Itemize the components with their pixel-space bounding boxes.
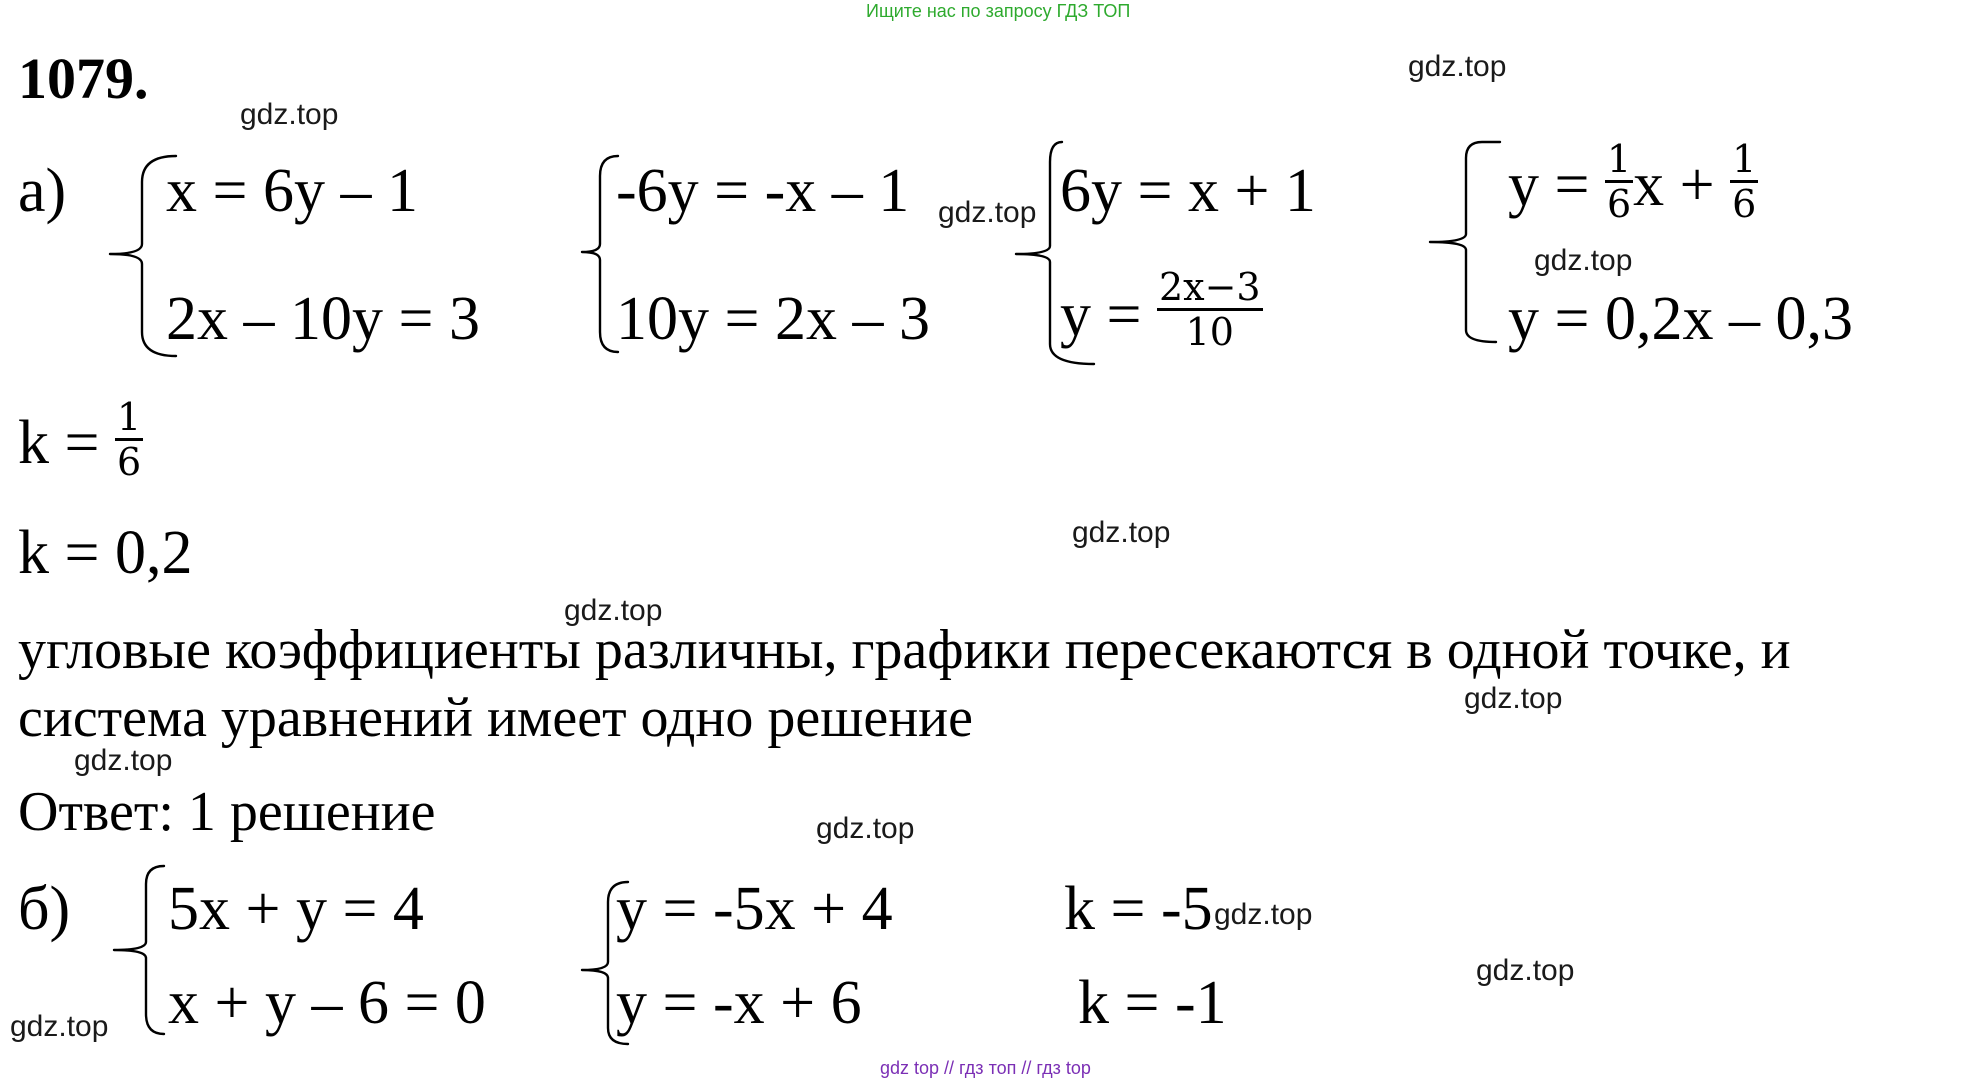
fraction-denominator: 6 [1606,181,1632,226]
watermark: gdz.top [1534,244,1633,277]
search-hint-link[interactable]: Ищите нас по запросу ГДЗ ТОП [866,1,1131,21]
part-b-system1-eq2: x + y – 6 = 0 [168,969,486,1037]
part-b-system2-eq1: y = -5x + 4 [616,875,893,943]
part-a-k1 [18,395,143,484]
brace-icon [110,862,166,1040]
fraction [1605,137,1633,226]
part-a-system2-eq1: -6y = -x – 1 [616,157,910,225]
watermark: gdz.top [1072,516,1171,549]
fraction-denominator: 6 [116,439,142,484]
watermark: gdz.top [938,196,1037,229]
problem-number: 1079. [18,46,149,111]
fraction-denominator: 6 [1732,181,1757,226]
watermark: gdz.top [1464,682,1563,715]
brace-icon [1426,138,1506,346]
fraction [115,395,143,484]
part-a-system4-eq1-mid: x + [1633,150,1731,219]
watermark: gdz.top [240,98,339,131]
watermark: gdz.top [74,744,173,777]
watermark: gdz.top [1476,954,1575,987]
brace-icon [580,152,620,356]
part-b-label: б) [18,875,71,943]
fraction [1730,137,1758,226]
part-b-k2: k = -1 [1078,969,1227,1037]
part-a-system2-eq2: 10y = 2x – 3 [616,285,930,353]
watermark: gdz.top [816,812,915,845]
watermark: gdz.top [10,1010,109,1043]
part-a-system3-eq1: 6y = x + 1 [1060,157,1316,225]
watermark: gdz.top [564,594,663,627]
part-a-answer: Ответ: 1 решение [18,781,436,843]
part-a-system4-eq1 [1508,137,1758,226]
fraction-numerator: 1 [1606,137,1632,181]
part-a-system4-eq1-lhs: y = [1508,150,1605,219]
footer-links[interactable]: gdz top // гдз топ // гдз top [880,1058,1091,1078]
fraction-denominator: 10 [1157,308,1263,353]
part-a-k1-lhs: k = [18,408,115,477]
part-a-system3-eq2 [1060,265,1263,354]
part-a-k2: k = 0,2 [18,519,193,587]
fraction [1157,265,1263,354]
part-a-conclusion-line1: угловые коэффициенты различны, графики пересекаются в одной точке, и [18,619,1791,681]
part-a-system3-eq2-lhs: y = [1060,280,1157,349]
part-b-k1: k = -5 [1064,875,1213,943]
fraction-numerator: 1 [116,395,142,439]
part-b-system2-eq2: y = -x + 6 [616,969,862,1037]
part-b-system1-eq1: 5x + y = 4 [168,875,424,943]
part-a-conclusion-line2: система уравнений имеет одно решение [18,687,974,749]
fraction-numerator: 2x−3 [1158,265,1261,309]
part-a-system1-eq2: 2x – 10y = 3 [166,285,480,353]
part-a-system1-eq1: x = 6y – 1 [166,157,418,225]
watermark: gdz.top [1408,50,1507,83]
fraction-numerator: 1 [1732,137,1757,181]
watermark: gdz.top [1214,898,1313,931]
part-a-label: а) [18,157,67,225]
part-a-system4-eq2: y = 0,2x – 0,3 [1508,285,1853,353]
